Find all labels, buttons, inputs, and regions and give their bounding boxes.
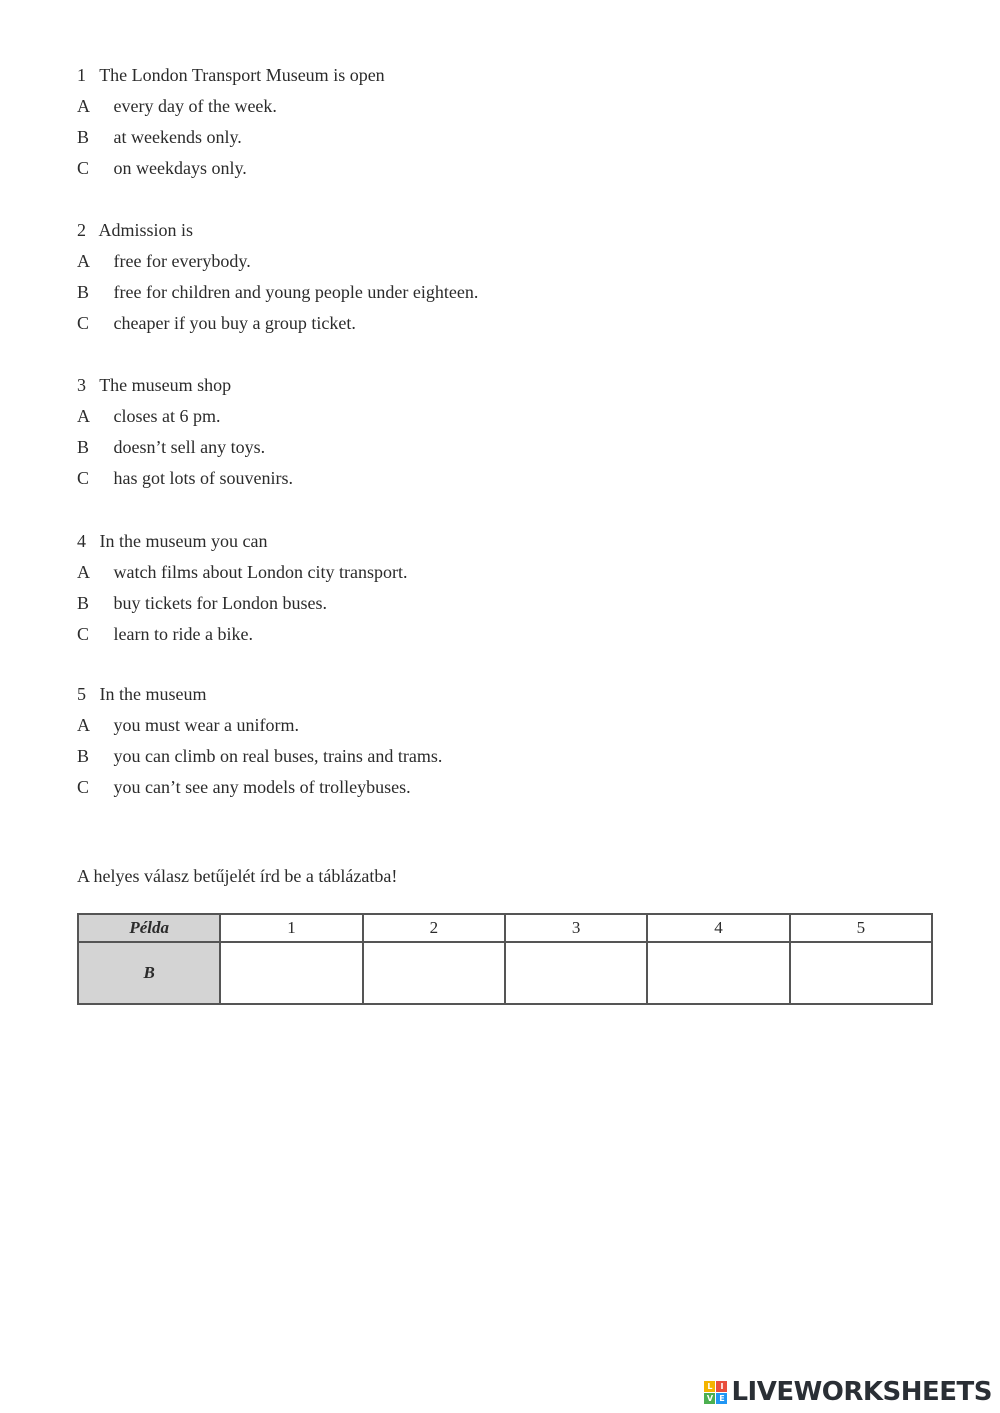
answer-table: [77, 913, 933, 1005]
answer-cell-1[interactable]: [220, 942, 362, 1004]
answer-input-1[interactable]: [221, 943, 361, 1003]
option-letter: C: [77, 624, 90, 644]
logo-text: LIVEWORKSHEETS: [731, 1377, 992, 1407]
column-header-2: 2: [363, 914, 505, 942]
question-5: [77, 679, 777, 803]
question-number: 5: [77, 684, 86, 704]
example-header-cell: Példa: [78, 914, 220, 942]
option-letter: C: [77, 158, 90, 178]
option-text: closes at 6 pm.: [113, 406, 221, 426]
column-header-4: 4: [647, 914, 789, 942]
question-4: [77, 526, 777, 650]
option-letter: C: [77, 777, 90, 797]
option-letter: B: [77, 746, 90, 766]
option-letter: C: [77, 468, 90, 488]
answer-cell-3[interactable]: [505, 942, 647, 1004]
option-text: cheaper if you buy a group ticket.: [113, 313, 356, 333]
question-text: In the museum: [99, 684, 207, 704]
option-letter: B: [77, 282, 90, 302]
logo-mark-icon: [704, 1381, 727, 1404]
column-header-1: 1: [220, 914, 362, 942]
option-text: at weekends only.: [113, 127, 242, 147]
option-letter: A: [77, 251, 90, 271]
answer-input-3[interactable]: [506, 943, 646, 1003]
column-header-3: 3: [505, 914, 647, 942]
option-letter: B: [77, 127, 90, 147]
option-b: [77, 122, 777, 153]
question-1: [77, 60, 777, 184]
answer-input-5[interactable]: [791, 943, 931, 1003]
question-text: In the museum you can: [99, 531, 268, 551]
option-b: [77, 432, 777, 463]
question-stem: [77, 679, 777, 710]
logo-mark-tile: E: [716, 1393, 727, 1404]
answer-input-4[interactable]: [648, 943, 788, 1003]
question-text: The London Transport Museum is open: [99, 65, 385, 85]
question-number: 3: [77, 375, 86, 395]
question-text: Admission is: [98, 220, 194, 240]
option-text: buy tickets for London buses.: [113, 593, 327, 613]
example-answer-cell: B: [78, 942, 220, 1004]
question-number: 1: [77, 65, 86, 85]
question-stem: [77, 526, 777, 557]
option-text: you can climb on real buses, trains and trams.: [113, 746, 443, 766]
option-text: you can’t see any models of trolleybuses.: [113, 777, 411, 797]
question-3: [77, 370, 777, 494]
option-letter: B: [77, 437, 90, 457]
answer-cell-2[interactable]: [363, 942, 505, 1004]
option-text: free for children and young people under eighteen.: [113, 282, 479, 302]
option-letter: A: [77, 96, 90, 116]
logo-mark-tile: I: [716, 1381, 727, 1392]
option-b: [77, 741, 777, 772]
question-text: The museum shop: [99, 375, 232, 395]
option-text: has got lots of souvenirs.: [113, 468, 293, 488]
option-text: watch films about London city transport.: [113, 562, 408, 582]
instruction-text: A helyes válasz betűjelét írd be a táblázatba!: [77, 866, 398, 886]
option-letter: A: [77, 562, 90, 582]
question-number: 4: [77, 531, 86, 551]
option-text: on weekdays only.: [113, 158, 247, 178]
question-2: [77, 215, 777, 339]
option-text: free for everybody.: [113, 251, 251, 271]
option-text: learn to ride a bike.: [113, 624, 253, 644]
option-a: [77, 401, 777, 432]
option-c: [77, 619, 777, 650]
option-b: [77, 588, 777, 619]
option-letter: A: [77, 715, 90, 735]
option-letter: B: [77, 593, 90, 613]
liveworksheets-logo: [704, 1377, 992, 1407]
answer-input-2[interactable]: [364, 943, 504, 1003]
option-a: [77, 246, 777, 277]
option-c: [77, 308, 777, 339]
answer-table-answer-row: [78, 942, 932, 1004]
option-a: [77, 91, 777, 122]
question-stem: [77, 215, 777, 246]
option-b: [77, 277, 777, 308]
question-stem: [77, 60, 777, 91]
column-header-5: 5: [790, 914, 932, 942]
option-a: [77, 557, 777, 588]
option-c: [77, 153, 777, 184]
question-number: 2: [77, 220, 86, 240]
logo-mark-tile: V: [704, 1393, 715, 1404]
answer-cell-4[interactable]: [647, 942, 789, 1004]
option-letter: A: [77, 406, 90, 426]
question-stem: [77, 370, 777, 401]
option-a: [77, 710, 777, 741]
answer-table-header-row: [78, 914, 932, 942]
option-letter: C: [77, 313, 90, 333]
option-text: you must wear a uniform.: [113, 715, 299, 735]
option-c: [77, 772, 777, 803]
option-text: doesn’t sell any toys.: [113, 437, 266, 457]
answer-cell-5[interactable]: [790, 942, 932, 1004]
option-c: [77, 463, 777, 494]
logo-mark-tile: L: [704, 1381, 715, 1392]
option-text: every day of the week.: [113, 96, 277, 116]
